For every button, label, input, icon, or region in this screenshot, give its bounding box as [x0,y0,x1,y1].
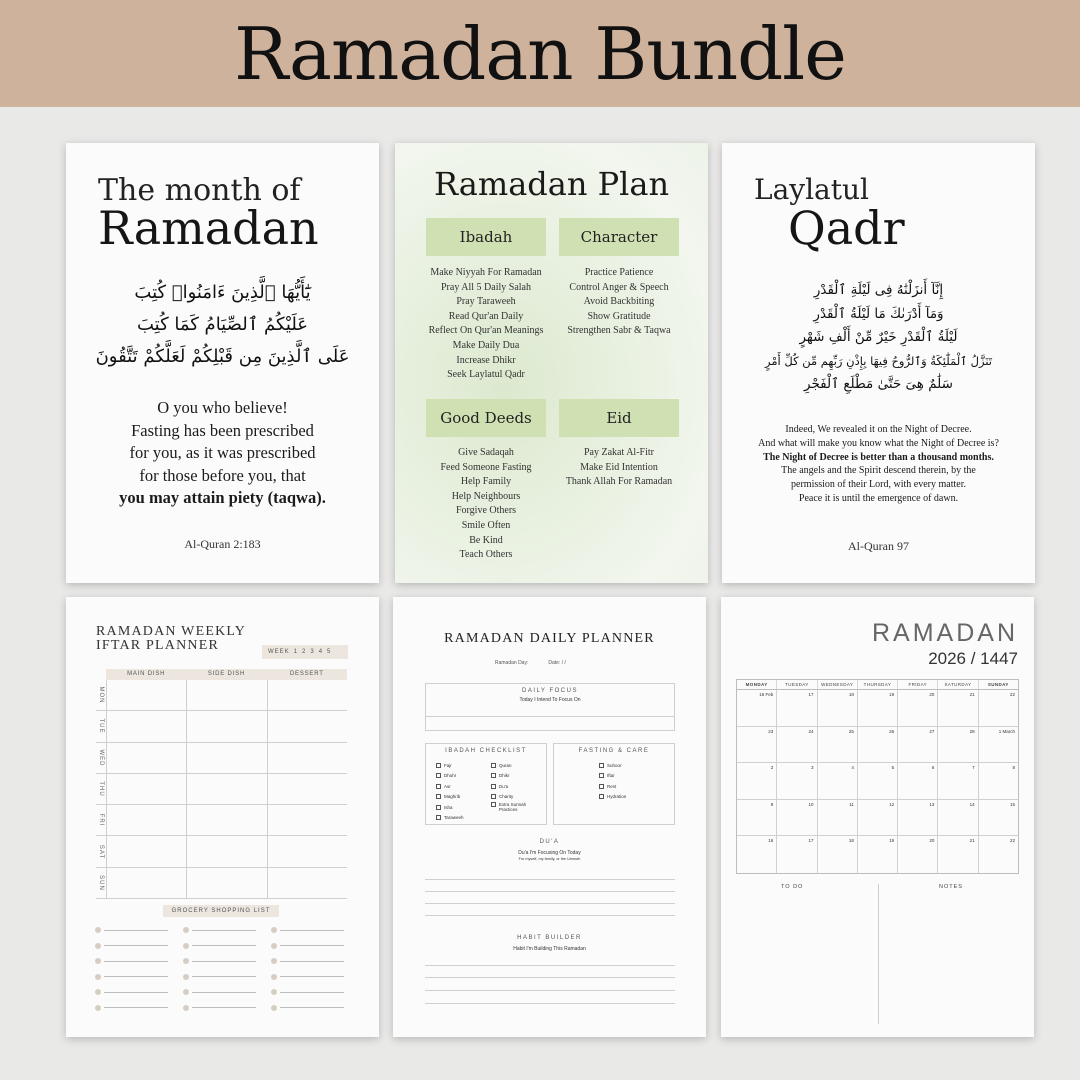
bullet-dot-icon [95,1005,101,1011]
ibadah-checklist-box [425,743,547,825]
bullet-dot-icon [183,943,189,949]
plan-title: Ramadan Plan [433,165,670,203]
date-label: Date: / / [548,660,566,666]
weekday-label: THURSDAY [857,680,897,689]
calendar-day-cell[interactable]: 16 Feb [759,692,774,697]
checklist-item[interactable]: Quran [491,760,543,771]
card-weekly-iftar-planner [66,597,379,1037]
week-number: 4 [318,649,324,655]
card-month-of-ramadan [66,143,379,583]
section-heading: IBADAH CHECKLIST [445,748,527,754]
card-laylatul-qadr [722,143,1035,583]
grocery-line[interactable] [95,942,168,950]
english-line: O you who believe! [157,398,288,417]
list-item: Pay Zakat Al-Fitr [584,447,654,458]
list-item: Teach Others [459,549,513,561]
calendar-day-cell[interactable]: 25 [817,727,857,763]
list-item: Pray Taraweeh [456,296,516,308]
checklist-item[interactable]: Maghrib [436,792,464,803]
checkbox[interactable] [599,794,604,799]
english-line: The Night of Decree is better than a thousand months. [763,451,994,463]
card1-title-small: The month of [98,173,301,208]
calendar-day-cell[interactable]: 20 [897,690,937,726]
bullet-dot-icon [271,989,277,995]
calendar-day-cell[interactable]: 19 [857,690,897,726]
plan-heading-character: Character [559,218,679,256]
calendar-day-cell[interactable]: 24 [776,727,816,763]
calendar-day-cell[interactable]: 1 March [978,727,1018,763]
checklist-item[interactable]: Extra Sunnah Practices [491,802,543,813]
checklist-item[interactable]: Taraweeh [436,813,464,824]
card-ramadan-plan [395,143,708,583]
calendar-day-cell[interactable]: 17 [776,690,816,726]
checkbox[interactable] [599,784,604,789]
bullet-dot-icon [271,943,277,949]
calendar-week-row [737,763,1018,800]
grocery-line[interactable] [271,957,344,965]
calendar-day-cell[interactable]: 10 [776,800,816,836]
section-heading: DU'A [539,839,560,845]
bullet-dot-icon [183,989,189,995]
calendar-day-cell[interactable]: 20 [897,836,937,873]
checklist-item[interactable]: Charity [491,792,543,803]
dua-section [393,839,706,861]
bullet-dot-icon [271,1005,277,1011]
weekly-title-line2: IFTAR PLANNER [96,638,219,653]
fasting-care-box [553,743,675,825]
grocery-line[interactable] [271,988,344,996]
table-row [96,868,347,899]
english-line: Indeed, We revealed it on the Night of Decree. [785,424,972,435]
english-line: The angels and the Spirit descend therein, by the [781,465,976,477]
fasting-list [599,760,626,802]
calendar-year: 2026 / 1447 [928,649,1018,668]
list-item: Smile Often [461,519,511,531]
weekday-label: WEDNESDAY [817,680,857,689]
calendar-day-cell[interactable]: 28 [937,727,977,763]
section-heading: HABIT BUILDER [517,935,582,941]
plan-heading-ibadah: Ibadah [426,218,546,256]
day-label: SAT [98,844,104,859]
bullet-dot-icon [183,974,189,980]
bullet-dot-icon [95,958,101,964]
checkbox[interactable] [599,763,604,768]
checkbox[interactable] [436,815,441,820]
plan-heading-good-deeds: Good Deeds [426,399,546,437]
section-note: For myself, my family, or the Ummah [518,857,581,861]
plan-list-good-deeds [411,446,561,563]
list-item: Seek Laylatul Qadr [447,369,525,381]
calendar-day-cell[interactable]: 5 [857,763,897,799]
calendar-day-cell[interactable]: 8 [978,763,1018,799]
checklist-item[interactable]: Rest [599,781,626,792]
calendar-day-cell[interactable]: 15 [978,800,1018,836]
calendar-week-row [737,836,1018,873]
checklist-item[interactable]: Iftar [599,771,626,782]
checkbox[interactable] [436,773,441,778]
arabic-line: لَيْلَةُ ٱلْقَدْرِ خَيْرٌ مِّنْ أَلْفِ شَهْرٍ [799,329,958,345]
ramadan-day-label: Ramadan Day: [495,660,529,666]
bullet-dot-icon [271,927,277,933]
day-label: TUE [98,718,104,734]
grocery-line[interactable] [271,926,344,934]
calendar-day-cell[interactable]: 19 [857,836,897,873]
calendar-day-cell[interactable]: 18 [817,836,857,873]
bullet-dot-icon [95,943,101,949]
grocery-line[interactable] [183,1004,256,1012]
checkbox[interactable] [491,802,496,807]
day-label: THU [98,781,104,797]
calendar-header [737,680,1018,690]
checkbox[interactable] [491,784,496,789]
english-line: for you, as it was prescribed [129,443,316,462]
list-item: Help Neighbours [451,490,521,502]
calendar-day-cell[interactable]: 14 [937,800,977,836]
card1-title-big: Ramadan [98,201,319,255]
checkbox[interactable] [491,763,496,768]
grocery-line[interactable] [271,973,344,981]
grocery-line[interactable] [95,926,168,934]
table-row [96,743,347,774]
english-line: Fasting has been prescribed [131,420,314,440]
list-item: Make Eid Intention [580,461,658,473]
bullet-dot-icon [95,974,101,980]
ibadah-col1 [436,760,464,823]
arabic-line: سَلَٰمٌ هِىَ حَتَّىٰ مَطْلَعِ ٱلْفَجْرِ [804,376,953,392]
checkbox[interactable] [436,794,441,799]
arabic-line: يَٰٓأَيُّهَا ٱلَّذِينَ ءَامَنُوا۟ كُتِبَ [134,282,311,303]
section-sub: Habit I'm Building This Ramadan [513,946,586,952]
grocery-line[interactable] [95,1004,168,1012]
card3-title-big: Qadr [788,201,905,255]
table-row [96,805,347,836]
grocery-line[interactable] [271,1004,344,1012]
card3-title-small: Laylatul [754,173,869,206]
checklist-item[interactable]: Dhikr [491,771,543,782]
list-item: Increase Dhikr [456,354,516,366]
column-header: MAIN DISH [127,671,166,677]
grocery-line[interactable] [183,973,256,981]
calendar-day-cell[interactable]: 26 [857,727,897,763]
arabic-line: تَنَزَّلُ ٱلْمَلَٰٓئِكَةُ وَٱلرُّوحُ فِيهَا بِإِذْنِ رَبِّهِم مِّن كُلِّ أَمْرٍ [765,353,992,368]
calendar-day-cell[interactable]: 22 [978,690,1018,726]
table-row [96,836,347,867]
daily-title: RAMADAN DAILY PLANNER [444,631,655,646]
section-heading: DAILY FOCUS [522,688,578,694]
checkbox[interactable] [491,794,496,799]
list-item: Thank Allah For Ramadan [565,476,673,488]
card3-reference: Al-Quran 97 [848,539,909,553]
table-row [96,711,347,742]
calendar-day-cell[interactable]: 3 [776,763,816,799]
plan-heading-eid: Eid [559,399,679,437]
bullet-dot-icon [95,989,101,995]
checklist-item[interactable]: Dhuhr [436,771,464,782]
banner [0,0,1080,107]
checklist-item[interactable]: Du'a [491,781,543,792]
calendar-grid [736,679,1019,874]
calendar-day-cell[interactable]: 11 [817,800,857,836]
card3-english [722,423,1035,506]
card3-arabic [732,279,1025,397]
grocery-line[interactable] [95,973,168,981]
list-item: Strengthen Sabr & Taqwa [567,325,671,337]
section-heading: FASTING & CARE [578,748,650,754]
list-item: Make Niyyah For Ramadan [430,267,542,278]
calendar-day-cell[interactable]: 13 [897,800,937,836]
day-label: SUN [98,875,104,891]
plan-list-eid [544,446,694,490]
bullet-dot-icon [271,958,277,964]
calendar-body [737,690,1018,873]
list-item: Show Gratitude [587,310,651,322]
banner-title: Ramadan Bundle [234,11,846,96]
list-item: Be Kind [469,534,503,546]
day-label: FRI [98,813,104,827]
checkbox[interactable] [491,773,496,778]
ibadah-col2 [491,760,543,813]
calendar-day-cell[interactable]: 27 [897,727,937,763]
weekday-label: MONDAY [745,682,768,687]
calendar-week-row [737,690,1018,727]
card-daily-planner [393,597,706,1037]
todo-label: TO DO [781,884,804,890]
calendar-day-cell[interactable]: 21 [937,690,977,726]
calendar-day-cell[interactable]: 17 [776,836,816,873]
grocery-line[interactable] [183,926,256,934]
list-item: Forgive Others [455,505,517,517]
calendar-day-cell[interactable]: 6 [897,763,937,799]
list-item: Make Daily Dua [452,339,520,351]
arabic-line: عَلَى ٱلَّذِينَ مِن قَبْلِكُمْ لَعَلَّكُمْ تَتَّقُونَ [95,346,350,367]
card1-english [66,397,379,510]
card-ramadan-calendar [721,597,1034,1037]
checkbox[interactable] [436,763,441,768]
list-item: Give Sadaqah [458,447,514,458]
calendar-day-cell[interactable]: 21 [937,836,977,873]
plan-list-character [544,266,694,339]
weekday-label: SATURDAY [937,680,977,689]
calendar-day-cell[interactable]: 22 [978,836,1018,873]
list-item: Avoid Backbiting [583,296,655,308]
week-number: 1 [293,649,299,655]
grocery-line[interactable] [271,942,344,950]
column-header: DESSERT [289,671,324,677]
weekday-label: SUNDAY [978,680,1018,689]
english-line: you may attain piety (taqwa). [119,488,326,507]
column-header: SIDE DISH [207,671,246,677]
plan-list-ibadah [411,266,561,383]
weekly-title-line1: RAMADAN WEEKLY [96,624,247,639]
checklist-item[interactable]: Suhoor [599,760,626,771]
week-selector [262,645,348,659]
calendar-title: RAMADAN [871,619,1018,647]
calendar-day-cell[interactable]: 9 [770,801,774,807]
daily-focus-box [425,683,675,731]
list-item: Pray All 5 Daily Salah [441,281,531,293]
arabic-line: وَمَآ أَدْرَىٰكَ مَا لَيْلَةُ ٱلْقَدْرِ [813,305,944,322]
iftar-grid [96,669,347,899]
calendar-day-cell[interactable]: 7 [937,763,977,799]
calendar-day-cell[interactable]: 23 [768,728,774,734]
daily-meta [495,660,566,666]
list-item: Control Anger & Speech [569,281,669,293]
calendar-day-cell[interactable]: 12 [857,800,897,836]
list-item: Reflect On Qur'an Meanings [428,325,544,337]
arabic-line: عَلَيْكُمُ ٱلصِّيَامُ كَمَا كُتِبَ [136,314,309,335]
calendar-day-cell[interactable]: 18 [817,690,857,726]
grocery-line[interactable] [183,957,256,965]
checklist-item[interactable]: Fajr [436,760,464,771]
section-sub: Today I Intend To Focus On [519,697,581,703]
habit-section [393,935,706,952]
week-label: WEEK [268,649,290,655]
bullet-dot-icon [271,974,277,980]
checkbox[interactable] [599,773,604,778]
table-row [96,680,347,711]
bullet-dot-icon [183,958,189,964]
list-item: Help Family [460,476,512,488]
grocery-line[interactable] [183,988,256,996]
week-number: 3 [310,649,315,655]
english-line: And what will make you know what the Night of Decree is? [758,437,999,449]
weekday-label: TUESDAY [776,680,816,689]
english-line: for those before you, that [139,465,306,485]
checklist-item[interactable]: Asr [436,781,464,792]
checklist-item[interactable]: Hydration [599,792,626,803]
card1-reference: Al-Quran 2:183 [184,537,261,551]
arabic-line: إِنَّآ أَنزَلْنَٰهُ فِى لَيْلَةِ ٱلْقَدْرِ [813,282,944,298]
day-label: MON [98,686,104,704]
english-line: Peace it is until the emergence of dawn. [798,492,959,504]
calendar-day-cell[interactable]: 16 [768,838,774,844]
list-item: Practice Patience [584,267,654,278]
day-label: WED [98,749,104,767]
table-row [96,774,347,805]
bullet-dot-icon [183,1005,189,1011]
bullet-dot-icon [183,927,189,933]
english-line: permission of their Lord, with every matter. [791,479,966,491]
list-item: Read Qur'an Daily [448,310,524,322]
weekday-label: FRIDAY [897,680,937,689]
grocery-label: GROCERY SHOPPING LIST [163,905,279,917]
week-number: 5 [327,649,332,655]
week-number: 2 [302,649,307,655]
calendar-week-row [737,727,1018,764]
list-item: Feed Someone Fasting [440,461,532,473]
bullet-dot-icon [95,927,101,933]
grocery-line[interactable] [95,988,168,996]
section-sub: Du'a I'm Focusing On Today [518,850,581,856]
card1-arabic [66,277,379,373]
notes-label: NOTES [939,884,963,890]
checkbox[interactable] [436,805,441,810]
calendar-day-cell[interactable]: 2 [770,765,774,771]
weekly-title [96,625,246,653]
grocery-line[interactable] [95,957,168,965]
checklist-item[interactable]: Isha [436,802,464,813]
grocery-line[interactable] [183,942,256,950]
calendar-day-cell[interactable]: 4 [817,763,857,799]
iftar-grid-header [106,669,347,680]
checkbox[interactable] [436,784,441,789]
calendar-week-row [737,800,1018,837]
